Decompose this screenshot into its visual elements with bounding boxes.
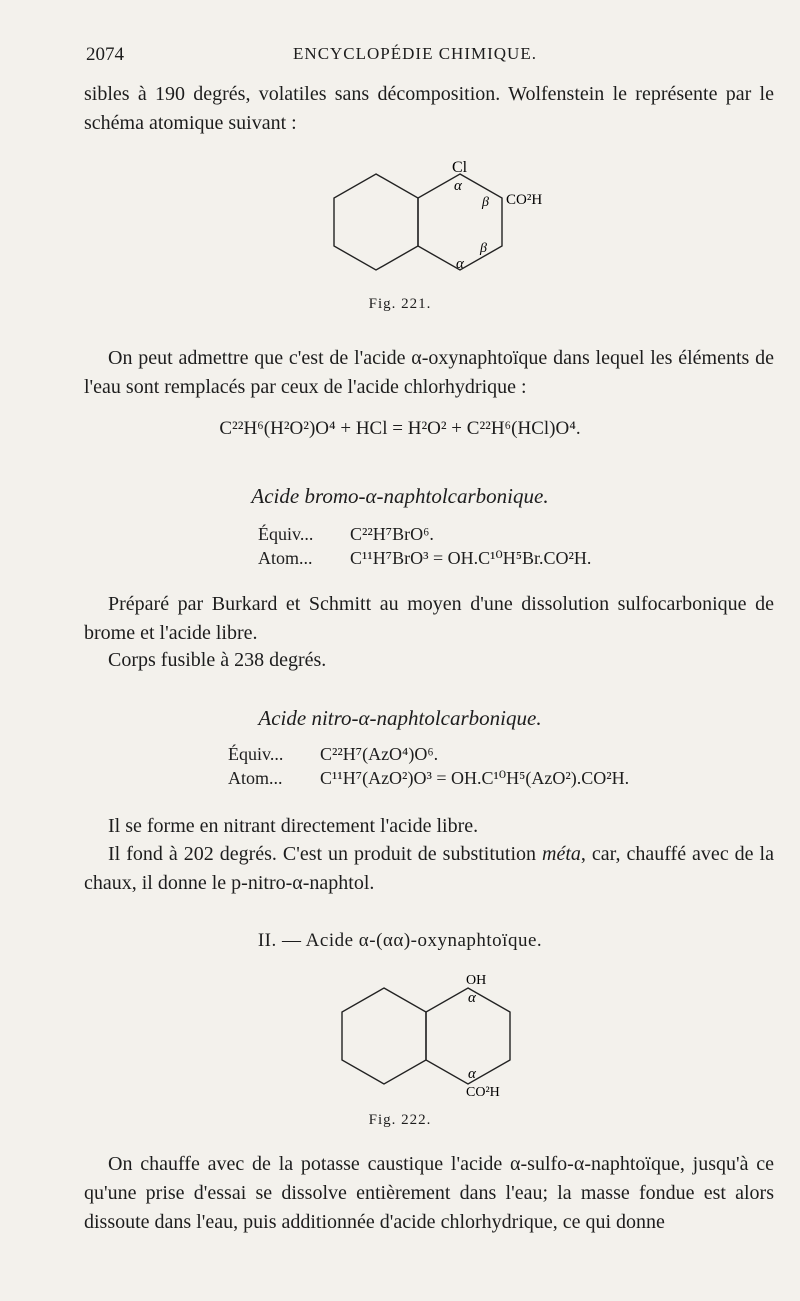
nitro-formula-block [228, 742, 629, 790]
nitro-equiv-label: Équiv... [228, 744, 284, 764]
page-number: 2074 [86, 44, 124, 65]
fond-202-text-b: , car, chauffé avec de la chaux, il donne le p-nitro-α-naphtol. [84, 843, 774, 894]
nitro-equiv-formula: C²²H⁷(AzO⁴)O⁶. [320, 744, 439, 764]
bromo-equiv-label: Équiv... [258, 524, 314, 544]
section-heading-ii: II. — Acide α-(αα)-oxynaphtoïque. [257, 930, 543, 951]
paragraph-nitrant: Il se forme en nitrant directement l'acide libre. [108, 815, 479, 837]
bromo-atom-label: Atom... [258, 548, 313, 568]
fig221-cl-label: Cl [452, 159, 468, 176]
intro-paragraph: sibles à 190 degrés, volatiles sans décomposition. Wolfenstein le représente par le schéma atomique suivant : [84, 83, 774, 134]
fig222-alpha-top-label: α [468, 990, 476, 1006]
fig221-alpha-bottom-label: α [456, 256, 464, 272]
paragraph-alpha-oxynaphtoique: On peut admettre que c'est de l'acide α-oxynaphtoïque dans lequel les éléments de l'eau sont remplacés par ceux de l'acide chlorhydrique : [84, 347, 774, 398]
fig222-alpha-bottom-label: α [468, 1066, 476, 1082]
bromo-atom-formula: C¹¹H⁷BrO³ = OH.C¹⁰H⁵Br.CO²H. [350, 548, 592, 568]
fig222-co2h-label: CO²H [466, 1085, 500, 1100]
nitro-atom-label: Atom... [228, 768, 283, 788]
fig222-left-ring [342, 988, 426, 1084]
equation-hcl: C²²H⁶(H²O²)O⁴ + HCl = H²O² + C²²H⁶(HCl)O⁴. [219, 418, 581, 439]
figure-221-naphthalene-diagram [320, 150, 560, 280]
fig222-oh-label: OH [466, 973, 487, 988]
bromo-formula-block [258, 522, 591, 570]
figure-222-naphthalene-diagram [330, 968, 530, 1108]
heading-nitro-acid: Acide nitro-α-naphtolcarbonique. [258, 706, 542, 730]
fond-202-text-a: Il fond à 202 degrés. C'est un produit de substitution [108, 843, 542, 865]
figure-222-caption: Fig. 222. [368, 1112, 432, 1128]
running-head: ENCYCLOPÉDIE CHIMIQUE. [293, 44, 537, 63]
fig221-left-ring [334, 174, 418, 270]
paragraph-potasse: On chauffe avec de la potasse caustique l'acide α-sulfo-α-naphtoïque, jusqu'à ce qu'une prise d'essai se dissolve entièrement dans l'eau; la masse fondue est alors dissoute dans l'eau, puis additionnée d'acide chlorhydrique, ce qui donne [84, 1153, 774, 1233]
paragraph-fusible-238: Corps fusible à 238 degrés. [108, 649, 327, 671]
nitro-atom-formula: C¹¹H⁷(AzO²)O³ = OH.C¹⁰H⁵(AzO²).CO²H. [320, 768, 630, 788]
heading-bromo-acid: Acide bromo-α-naphtolcarbonique. [251, 484, 549, 508]
fig221-co2h-label: CO²H [506, 192, 543, 208]
paragraph-fond-202 [84, 840, 774, 898]
paragraph-burkard-schmitt: Préparé par Burkard et Schmitt au moyen d'une dissolution sulfocarbonique de brome et l'acide libre. [84, 593, 774, 644]
figure-221-caption: Fig. 221. [368, 296, 432, 312]
bromo-equiv-formula: C²²H⁷BrO⁶. [350, 524, 434, 544]
fig221-beta-bottom-label: β [480, 241, 487, 256]
fig221-alpha-top-label: α [454, 178, 462, 194]
fig221-beta-top-label: β [482, 195, 489, 210]
meta-term: méta [542, 843, 581, 865]
